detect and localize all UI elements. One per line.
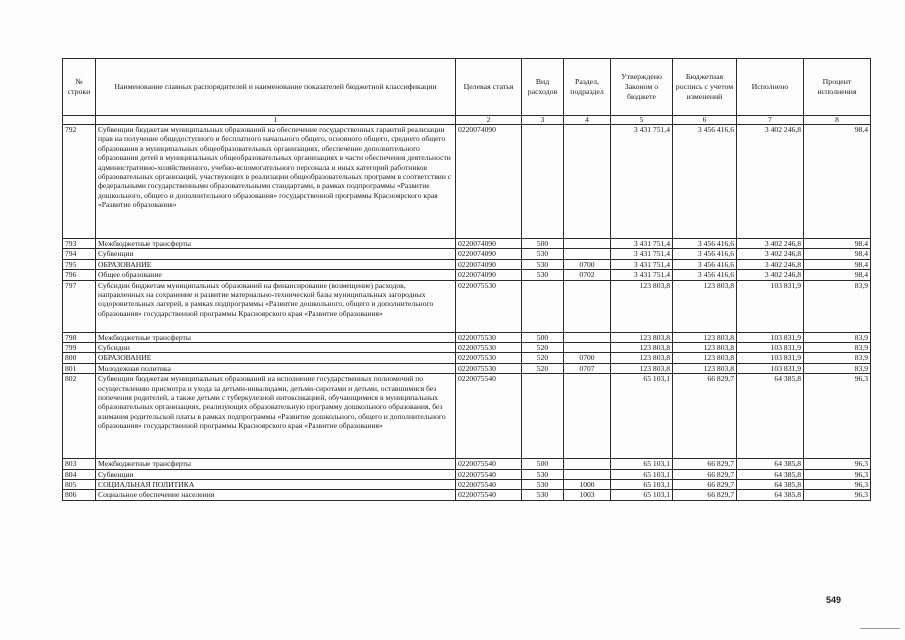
executed-amount-cell: 3 402 246,8 [737,239,804,249]
header-row [63,59,871,116]
row-name-cell: Межбюджетные трансферты [96,332,456,342]
section-cell [564,280,611,332]
execution-percent-cell: 98,4 [804,239,871,249]
row-number-cell: 794 [63,249,96,259]
section-cell: 0702 [564,270,611,280]
execution-percent-cell: 98,4 [804,259,871,269]
table-row [63,374,871,459]
row-name-cell: ОБРАЗОВАНИЕ [96,353,456,363]
target-article-cell: 0220075540 [456,374,522,459]
row-number-cell: 798 [63,332,96,342]
row-name-cell: Субсидии [96,343,456,353]
budget-amount-cell: 66 829,7 [673,480,737,490]
execution-percent-cell: 96,3 [804,480,871,490]
table-row [63,259,871,269]
target-article-cell: 0220075530 [456,280,522,332]
execution-percent-cell: 83,9 [804,353,871,363]
page-number: 549 [826,595,842,605]
section-cell [564,249,611,259]
budget-amount-cell: 123 803,8 [673,332,737,342]
row-number-cell: 797 [63,280,96,332]
row-name-cell: Субвенции [96,249,456,259]
expense-type-cell: 530 [522,249,564,259]
execution-percent-cell: 83,9 [804,343,871,353]
approved-amount-cell: 65 103,1 [611,490,673,500]
row-name-cell: Межбюджетные трансферты [96,459,456,469]
target-article-cell: 0220075530 [456,343,522,353]
table-row [63,353,871,363]
budget-amount-cell: 66 829,7 [673,490,737,500]
executed-amount-cell: 103 831,9 [737,363,804,373]
target-article-cell: 0220075530 [456,332,522,342]
row-number-cell: 806 [63,490,96,500]
execution-percent-cell: 83,9 [804,363,871,373]
budget-amount-cell: 66 829,7 [673,469,737,479]
execution-percent-cell: 96,3 [804,459,871,469]
table-row [63,480,871,490]
column-number-empty [63,116,96,125]
table-row [63,280,871,332]
expense-type-cell: 500 [522,459,564,469]
footer-rule [860,628,900,629]
approved-amount-cell: 3 431 751,4 [611,239,673,249]
expense-type-cell: 530 [522,469,564,479]
approved-amount-cell: 3 431 751,4 [611,270,673,280]
executed-amount-cell: 64 385,8 [737,374,804,459]
section-cell [564,125,611,239]
expense-type-cell: 520 [522,343,564,353]
row-name-cell: СОЦИАЛЬНАЯ ПОЛИТИКА [96,480,456,490]
approved-amount-cell: 3 431 751,4 [611,259,673,269]
execution-percent-cell: 83,9 [804,332,871,342]
row-name-cell: Молодежная политика [96,363,456,373]
target-article-cell: 0220075540 [456,480,522,490]
col-header-section: Раздел, подраздел [564,59,611,116]
approved-amount-cell: 123 803,8 [611,343,673,353]
column-number: 6 [673,116,737,125]
budget-amount-cell: 123 803,8 [673,353,737,363]
target-article-cell: 0220074090 [456,239,522,249]
column-number-row [63,116,871,125]
expense-type-cell: 520 [522,363,564,373]
executed-amount-cell: 64 385,8 [737,480,804,490]
execution-percent-cell: 98,4 [804,125,871,239]
execution-percent-cell: 96,3 [804,374,871,459]
column-number: 3 [522,116,564,125]
col-header-type: Вид расходов [522,59,564,116]
approved-amount-cell: 123 803,8 [611,363,673,373]
table-row [63,363,871,373]
executed-amount-cell: 103 831,9 [737,280,804,332]
execution-percent-cell: 96,3 [804,490,871,500]
table-row [63,332,871,342]
section-cell [564,332,611,342]
executed-amount-cell: 3 402 246,8 [737,270,804,280]
section-cell [564,459,611,469]
executed-amount-cell: 3 402 246,8 [737,125,804,239]
executed-amount-cell: 103 831,9 [737,343,804,353]
budget-amount-cell: 3 456 416,6 [673,239,737,249]
approved-amount-cell: 65 103,1 [611,469,673,479]
target-article-cell: 0220075530 [456,363,522,373]
execution-percent-cell: 96,3 [804,469,871,479]
budget-amount-cell: 3 456 416,6 [673,259,737,269]
execution-percent-cell: 98,4 [804,249,871,259]
section-cell [564,239,611,249]
executed-amount-cell: 64 385,8 [737,459,804,469]
budget-execution-table [62,58,871,501]
approved-amount-cell: 3 431 751,4 [611,249,673,259]
executed-amount-cell: 103 831,9 [737,353,804,363]
table-row [63,239,871,249]
budget-amount-cell: 123 803,8 [673,280,737,332]
col-header-executed: Исполнено [737,59,804,116]
target-article-cell: 0220075540 [456,490,522,500]
row-number-cell: 793 [63,239,96,249]
table-row [63,490,871,500]
column-number: 5 [611,116,673,125]
approved-amount-cell: 3 431 751,4 [611,125,673,239]
col-header-row-no: № строки [63,59,96,116]
expense-type-cell [522,280,564,332]
budget-amount-cell: 66 829,7 [673,374,737,459]
target-article-cell: 0220075540 [456,459,522,469]
row-number-cell: 799 [63,343,96,353]
section-cell: 0700 [564,259,611,269]
col-header-name: Наименование главных распорядителей и наименование показателей бюджетной классификации [96,59,456,116]
expense-type-cell: 530 [522,270,564,280]
executed-amount-cell: 3 402 246,8 [737,259,804,269]
row-number-cell: 800 [63,353,96,363]
row-name-cell: Субвенции бюджетам муниципальных образований на исполнение государственных полномочий по осуществлению присмотра и ухода за детьми-инвалидами, детьми-сиротами и детьми, оставшимися без попечения родителей, а также детьми с туберкулезной интоксикацией, обучающимися в муниципальных образовательных организациях, реализующих образовательную программу дошкольного образования, без взимания родительской платы в рамках подпрограммы «Развитие дошкольного, общего и дополнительного образования» государственной программы Красноярского края «Развитие образования» [96,374,456,459]
expense-type-cell [522,374,564,459]
section-cell: 0707 [564,363,611,373]
table-row [63,125,871,239]
row-name-cell: Общее образование [96,270,456,280]
budget-amount-cell: 3 456 416,6 [673,249,737,259]
approved-amount-cell: 123 803,8 [611,280,673,332]
row-name-cell: Межбюджетные трансферты [96,239,456,249]
row-name-cell: ОБРАЗОВАНИЕ [96,259,456,269]
approved-amount-cell: 123 803,8 [611,332,673,342]
row-number-cell: 795 [63,259,96,269]
table-row [63,270,871,280]
expense-type-cell: 500 [522,239,564,249]
col-header-approved: Утверждено Законом о бюджете [611,59,673,116]
section-cell [564,343,611,353]
budget-amount-cell: 3 456 416,6 [673,270,737,280]
executed-amount-cell: 64 385,8 [737,469,804,479]
executed-amount-cell: 103 831,9 [737,332,804,342]
row-name-cell: Субвенции бюджетам муниципальных образований на обеспечение государственных гарантий реализации прав на получение общедоступного и бесплатного начального общего, основного общего, среднего общего образования в муниципальных общеобразовательных организациях, обеспечение дополнительного образования детей в муниципальных общеобразовательных организациях в части обеспечения деятельности административно-хозяйственного, учебно-вспомогательного персонала и иных категорий работников образовательных организаций, участвующих в реализации общеобразовательных программ в соответствии с федеральными государственными образовательными стандартами, в рамках подпрограммы «Развитие дошкольного, общего и дополнительного образования» государственной программы Красноярского края «Развитие образования» [96,125,456,239]
expense-type-cell: 530 [522,490,564,500]
approved-amount-cell: 123 803,8 [611,353,673,363]
section-cell: 0700 [564,353,611,363]
table-row [63,249,871,259]
section-cell [564,374,611,459]
row-name-cell: Субвенции [96,469,456,479]
approved-amount-cell: 65 103,1 [611,480,673,490]
column-number: 7 [737,116,804,125]
col-header-budget: Бюджетная роспись с учетом изменений [673,59,737,116]
execution-percent-cell: 83,9 [804,280,871,332]
expense-type-cell: 530 [522,480,564,490]
row-number-cell: 805 [63,480,96,490]
budget-amount-cell: 3 456 416,6 [673,125,737,239]
column-number: 1 [96,116,456,125]
approved-amount-cell: 65 103,1 [611,459,673,469]
column-number: 2 [456,116,522,125]
budget-amount-cell: 123 803,8 [673,343,737,353]
table-row [63,343,871,353]
table-row [63,469,871,479]
table-row [63,459,871,469]
execution-percent-cell: 98,4 [804,270,871,280]
target-article-cell: 0220075540 [456,469,522,479]
budget-amount-cell: 123 803,8 [673,363,737,373]
row-name-cell: Субсидии бюджетам муниципальных образований на финансирование (возмещение) расходов, направленных на сохранение и развитие материально-технической базы муниципальных загородных оздоровительных лагерей, в рамках подпрограммы «Развитие дошкольного, общего и дополнительного образования» государственной программы Красноярского края «Развитие образования» [96,280,456,332]
col-header-percent: Процент исполнения [804,59,871,116]
row-number-cell: 796 [63,270,96,280]
expense-type-cell: 500 [522,332,564,342]
expense-type-cell [522,125,564,239]
row-number-cell: 804 [63,469,96,479]
section-cell [564,469,611,479]
approved-amount-cell: 65 103,1 [611,374,673,459]
expense-type-cell: 520 [522,353,564,363]
target-article-cell: 0220074090 [456,259,522,269]
row-number-cell: 801 [63,363,96,373]
budget-amount-cell: 66 829,7 [673,459,737,469]
target-article-cell: 0220074090 [456,270,522,280]
target-article-cell: 0220075530 [456,353,522,363]
executed-amount-cell: 64 385,8 [737,490,804,500]
column-number: 4 [564,116,611,125]
row-number-cell: 803 [63,459,96,469]
row-name-cell: Социальное обеспечение населения [96,490,456,500]
row-number-cell: 802 [63,374,96,459]
table-body [63,125,871,501]
row-number-cell: 792 [63,125,96,239]
target-article-cell: 0220074090 [456,249,522,259]
section-cell: 1003 [564,490,611,500]
executed-amount-cell: 3 402 246,8 [737,249,804,259]
target-article-cell: 0220074090 [456,125,522,239]
expense-type-cell: 530 [522,259,564,269]
column-number: 8 [804,116,871,125]
col-header-target: Целевая статья [456,59,522,116]
section-cell: 1000 [564,480,611,490]
